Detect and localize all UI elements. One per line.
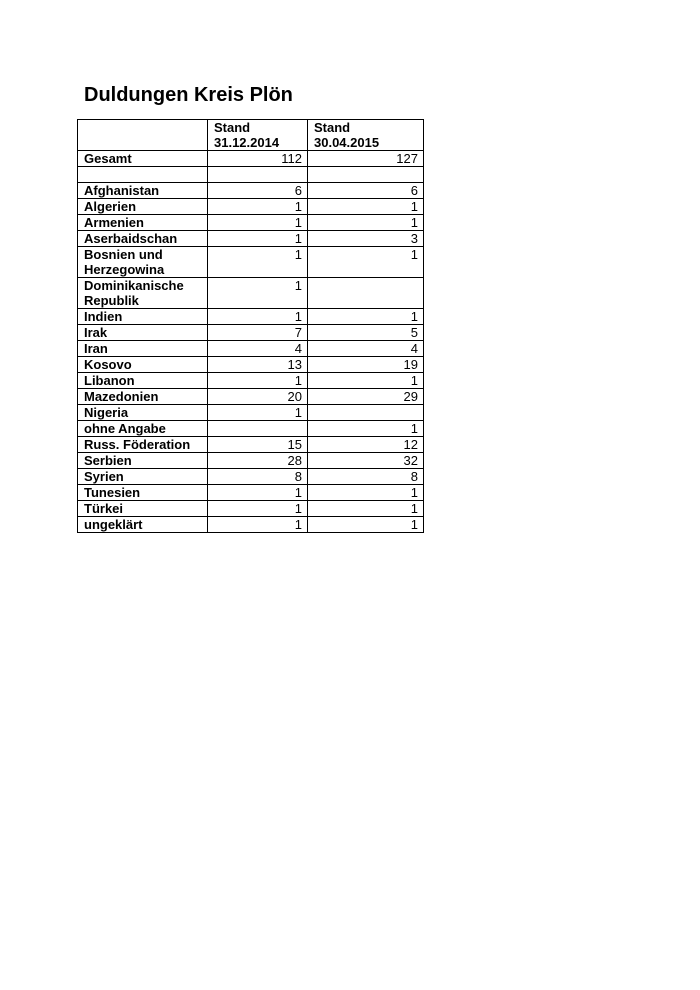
country-name: Türkei bbox=[78, 500, 208, 516]
total-row bbox=[78, 151, 424, 167]
header-2015-line2: 30.04.2015 bbox=[314, 135, 380, 150]
table-row bbox=[78, 324, 424, 340]
table-row bbox=[78, 198, 424, 214]
value-2015: 1 bbox=[308, 500, 424, 516]
header-2015-line1: Stand bbox=[314, 120, 351, 135]
value-2014 bbox=[208, 420, 308, 436]
country-name: Kosovo bbox=[78, 356, 208, 372]
table-row bbox=[78, 214, 424, 230]
value-2014: 1 bbox=[208, 246, 308, 277]
value-2015: 29 bbox=[308, 388, 424, 404]
value-2015 bbox=[308, 277, 424, 308]
country-name: Dominikanische Republik bbox=[78, 277, 208, 308]
table-row bbox=[78, 356, 424, 372]
value-2015: 1 bbox=[308, 372, 424, 388]
value-2014: 28 bbox=[208, 452, 308, 468]
value-2014: 8 bbox=[208, 468, 308, 484]
country-name: Afghanistan bbox=[78, 182, 208, 198]
value-2015: 1 bbox=[308, 198, 424, 214]
value-2015: 3 bbox=[308, 230, 424, 246]
value-2014: 1 bbox=[208, 372, 308, 388]
table-row bbox=[78, 230, 424, 246]
value-2015: 5 bbox=[308, 324, 424, 340]
value-2015: 1 bbox=[308, 308, 424, 324]
table-row bbox=[78, 404, 424, 420]
value-2014: 1 bbox=[208, 404, 308, 420]
country-name: Armenien bbox=[78, 214, 208, 230]
country-name: Tunesien bbox=[78, 484, 208, 500]
table-header-row bbox=[78, 120, 424, 151]
country-name: Algerien bbox=[78, 198, 208, 214]
total-value-2014: 112 bbox=[208, 151, 308, 167]
table-row bbox=[78, 308, 424, 324]
value-2015: 1 bbox=[308, 420, 424, 436]
country-name: Iran bbox=[78, 340, 208, 356]
value-2014: 1 bbox=[208, 500, 308, 516]
value-2015: 1 bbox=[308, 214, 424, 230]
page-title: Duldungen Kreis Plön bbox=[84, 84, 293, 106]
country-name: ohne Angabe bbox=[78, 420, 208, 436]
table-row bbox=[78, 468, 424, 484]
value-2014: 1 bbox=[208, 230, 308, 246]
value-2015: 32 bbox=[308, 452, 424, 468]
value-2014: 1 bbox=[208, 308, 308, 324]
value-2015 bbox=[308, 404, 424, 420]
header-empty-cell bbox=[78, 120, 208, 151]
value-2014: 1 bbox=[208, 516, 308, 532]
value-2014: 7 bbox=[208, 324, 308, 340]
value-2015: 6 bbox=[308, 182, 424, 198]
country-name: Libanon bbox=[78, 372, 208, 388]
table-row bbox=[78, 388, 424, 404]
value-2014: 1 bbox=[208, 198, 308, 214]
table-row bbox=[78, 516, 424, 532]
value-2014: 6 bbox=[208, 182, 308, 198]
header-2014-line2: 31.12.2014 bbox=[214, 135, 280, 150]
table-row bbox=[78, 372, 424, 388]
table-row bbox=[78, 420, 424, 436]
value-2014: 15 bbox=[208, 436, 308, 452]
spacer-cell bbox=[78, 167, 208, 183]
country-name: Aserbaidschan bbox=[78, 230, 208, 246]
table-row bbox=[78, 484, 424, 500]
table-row bbox=[78, 246, 424, 277]
value-2014: 1 bbox=[208, 484, 308, 500]
duldungen-table bbox=[77, 119, 424, 533]
value-2015: 12 bbox=[308, 436, 424, 452]
country-name: Nigeria bbox=[78, 404, 208, 420]
country-name: Serbien bbox=[78, 452, 208, 468]
value-2014: 1 bbox=[208, 214, 308, 230]
header-stand-2014 bbox=[208, 120, 308, 151]
country-name: ungeklärt bbox=[78, 516, 208, 532]
value-2015: 1 bbox=[308, 516, 424, 532]
value-2014: 20 bbox=[208, 388, 308, 404]
value-2015: 1 bbox=[308, 484, 424, 500]
value-2015: 1 bbox=[308, 246, 424, 277]
total-value-2015: 127 bbox=[308, 151, 424, 167]
spacer-cell bbox=[308, 167, 424, 183]
country-name: Syrien bbox=[78, 468, 208, 484]
spacer-cell bbox=[208, 167, 308, 183]
country-name: Indien bbox=[78, 308, 208, 324]
table-row bbox=[78, 452, 424, 468]
table-row bbox=[78, 436, 424, 452]
table-row bbox=[78, 277, 424, 308]
value-2015: 8 bbox=[308, 468, 424, 484]
value-2015: 19 bbox=[308, 356, 424, 372]
value-2014: 13 bbox=[208, 356, 308, 372]
country-name: Irak bbox=[78, 324, 208, 340]
header-stand-2015 bbox=[308, 120, 424, 151]
table-row bbox=[78, 500, 424, 516]
header-2014-line1: Stand bbox=[214, 120, 251, 135]
table-row bbox=[78, 340, 424, 356]
spacer-row bbox=[78, 167, 424, 183]
country-name: Bosnien und Herzegowina bbox=[78, 246, 208, 277]
total-label: Gesamt bbox=[78, 151, 208, 167]
table-row bbox=[78, 182, 424, 198]
country-name: Russ. Föderation bbox=[78, 436, 208, 452]
value-2015: 4 bbox=[308, 340, 424, 356]
country-name: Mazedonien bbox=[78, 388, 208, 404]
value-2014: 1 bbox=[208, 277, 308, 308]
value-2014: 4 bbox=[208, 340, 308, 356]
